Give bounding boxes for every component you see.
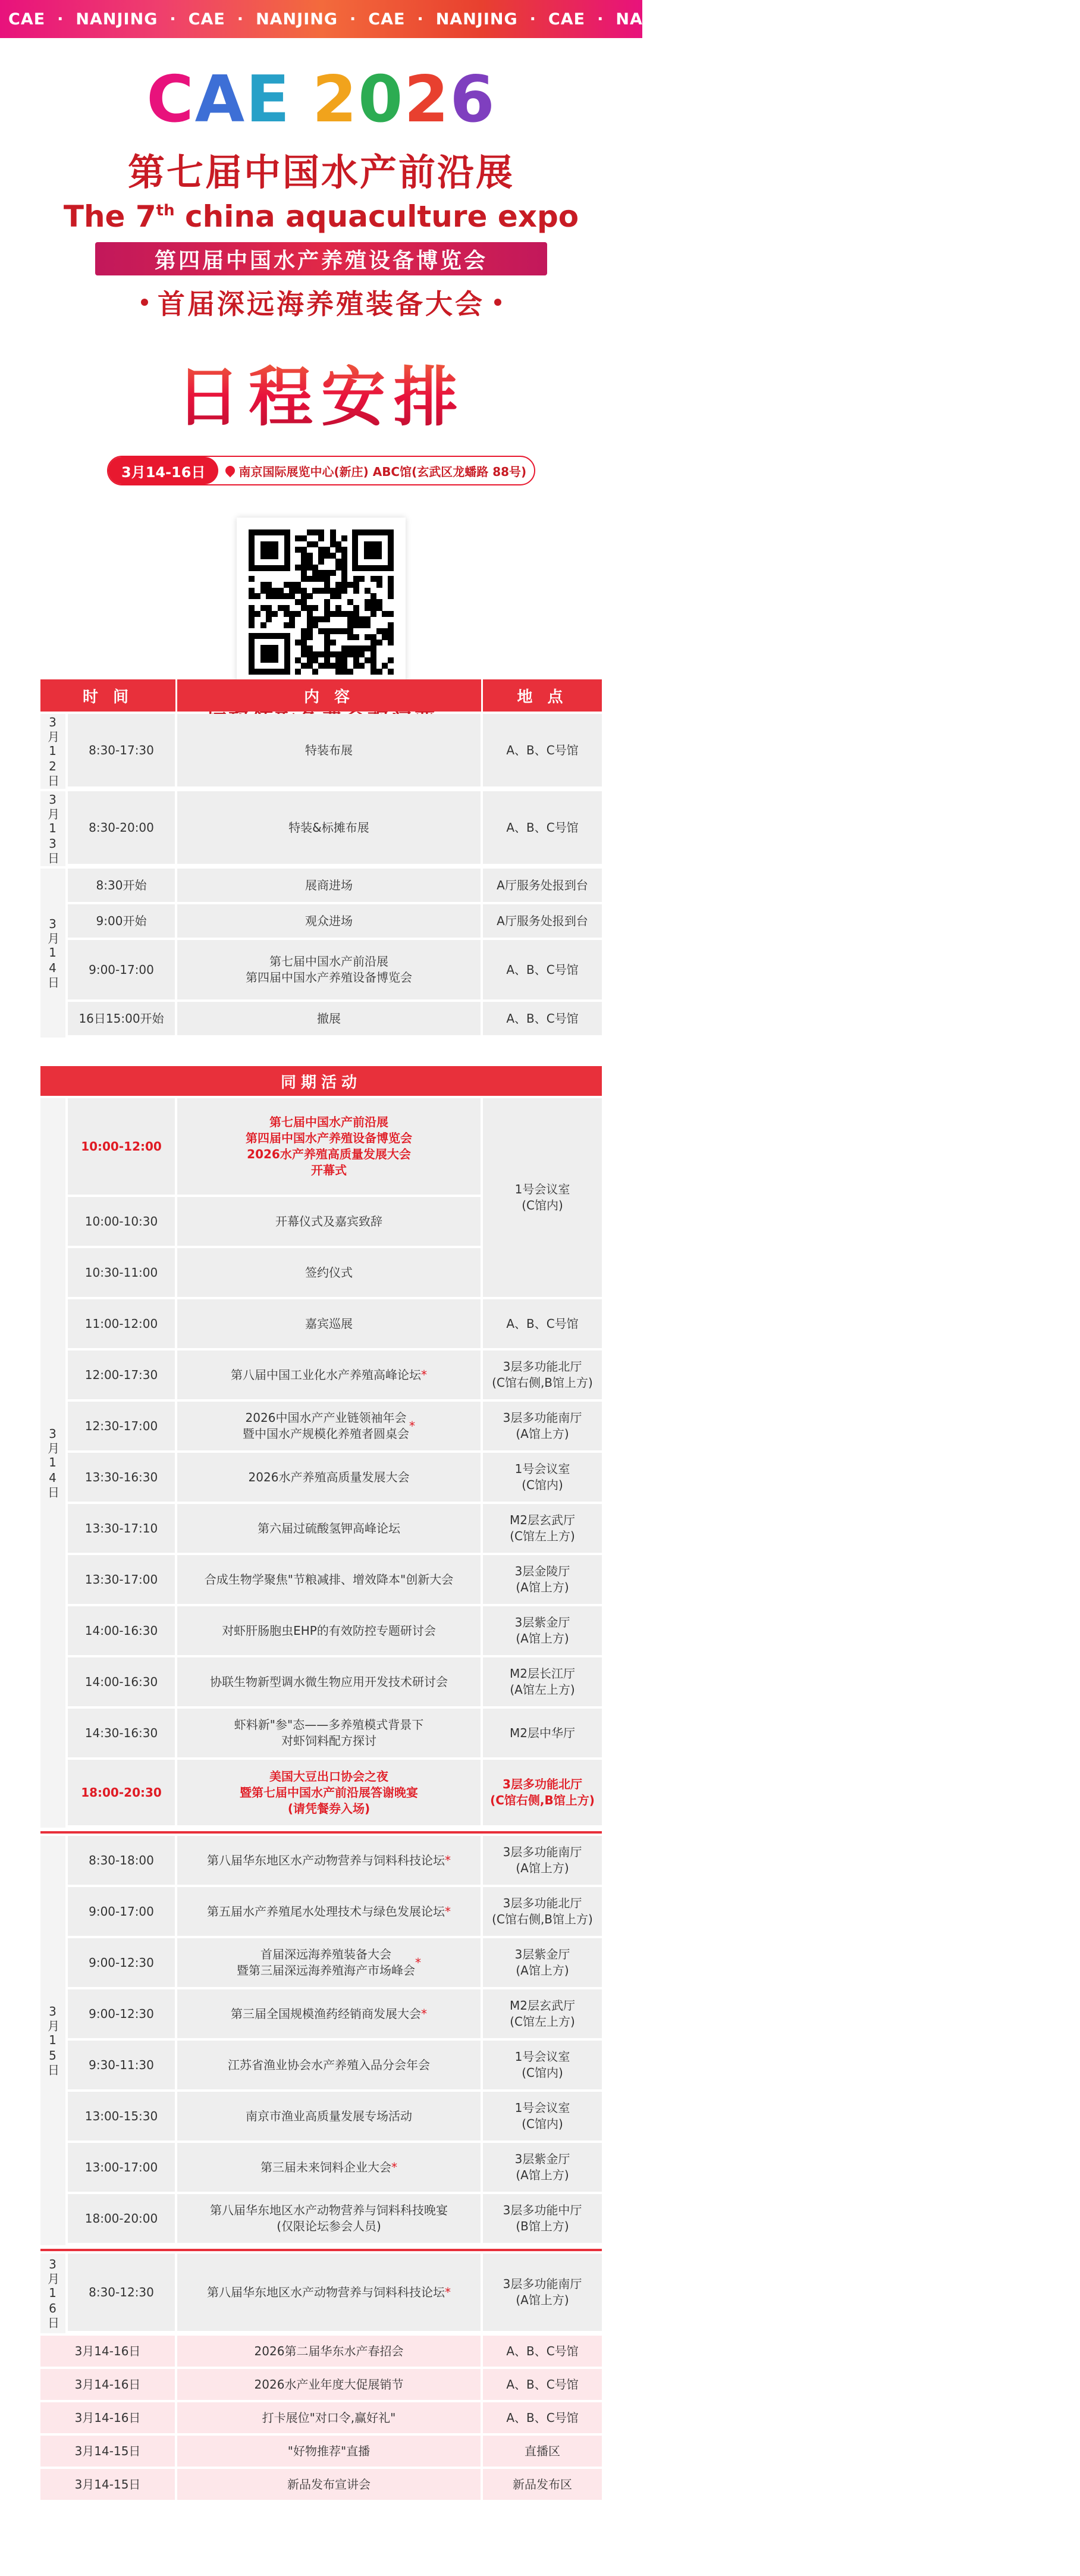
place-cell: A、B、C号馆 bbox=[483, 940, 602, 999]
time-cell: 8:30-20:00 bbox=[68, 791, 175, 864]
title-cn: 第七届中国水产前沿展 bbox=[127, 151, 514, 194]
content-cell: 首届深远海养殖装备大会 暨第三届深远海养殖海产市场峰会 * bbox=[177, 1938, 481, 1987]
time-cell: 8:30-18:00 bbox=[68, 1836, 175, 1885]
time-cell: 8:30-12:30 bbox=[68, 2254, 175, 2331]
ticker-separator: · bbox=[709, 10, 717, 29]
time-cell: 8:30-17:30 bbox=[68, 714, 175, 786]
day-label: 3月13日 bbox=[40, 791, 65, 866]
content-cell: 特装布展 bbox=[177, 714, 481, 786]
time-cell: 3月14-15日 bbox=[40, 2436, 175, 2467]
ticker-word: NANJING bbox=[435, 10, 518, 29]
place-cell: 直播区 bbox=[483, 2436, 602, 2467]
ticker-word: CAE bbox=[548, 10, 586, 29]
place-cell: 3层多功能北厅 (C馆右侧,B馆上方) bbox=[483, 1760, 602, 1825]
content-cell: 特装&标摊布展 bbox=[177, 791, 481, 864]
time-cell: 10:30-11:00 bbox=[68, 1248, 175, 1297]
ticker-separator: · bbox=[889, 10, 897, 29]
asterisk-mark: * bbox=[421, 2006, 427, 2021]
top-ticker bbox=[0, 0, 1076, 38]
content-cell: 新品发布宣讲会 bbox=[177, 2469, 481, 2500]
asterisk-mark: * bbox=[391, 2160, 397, 2174]
cae-logo bbox=[146, 62, 496, 137]
content-cell: 签约仪式 bbox=[177, 1248, 481, 1297]
day-group bbox=[40, 791, 602, 866]
place-cell: A、B、C号馆 bbox=[483, 791, 602, 864]
ticker-word: NANJING bbox=[795, 10, 878, 29]
day-label: 3月14日 bbox=[40, 1098, 65, 1828]
asterisk-mark: * bbox=[445, 2284, 451, 2299]
conference-title bbox=[0, 283, 642, 322]
place-cell: 3层多功能南厅 (A馆上方) bbox=[483, 1402, 602, 1450]
place-cell: 1号会议室 (C馆内) bbox=[483, 1098, 602, 1297]
ticker-word: CAE bbox=[188, 10, 225, 29]
asterisk-mark: * bbox=[445, 1853, 451, 1867]
time-cell: 9:00开始 bbox=[68, 904, 175, 938]
bottom-activities bbox=[40, 2336, 602, 2502]
time-cell: 3月14-16日 bbox=[40, 2402, 175, 2433]
place-cell: A、B、C号馆 bbox=[483, 1002, 602, 1035]
bullet-dot-icon bbox=[141, 299, 148, 306]
place-cell: M2层玄武厅 (C馆左上方) bbox=[483, 1504, 602, 1553]
place-cell: 3层多功能南厅 (A馆上方) bbox=[483, 1836, 602, 1885]
logo-letter: E bbox=[246, 62, 291, 137]
ticker-separator: · bbox=[1069, 10, 1076, 29]
time-cell: 9:00-12:30 bbox=[68, 1938, 175, 1987]
ticker-word: NANJING bbox=[76, 10, 158, 29]
conference-title-text: 首届深远海养殖装备大会 bbox=[158, 288, 485, 320]
logo-digit: 6 bbox=[450, 62, 496, 137]
content-cell: 第七届中国水产前沿展 第四届中国水产养殖设备博览会 2026水产养殖高质量发展大会 开幕式 bbox=[177, 1098, 481, 1195]
location-pin-icon bbox=[224, 464, 237, 478]
day-label: 3月14日 bbox=[40, 869, 65, 1038]
place-cell: A、B、C号馆 bbox=[483, 2402, 602, 2433]
time-cell: 13:00-17:00 bbox=[68, 2143, 175, 2192]
content-cell: 虾料新"参"态——多养殖模式背景下 对虾饲料配方探讨 bbox=[177, 1709, 481, 1757]
content-cell: 美国大豆出口协会之夜 暨第七届中国水产前沿展答谢晚宴 (请凭餐券入场) bbox=[177, 1760, 481, 1825]
content-cell: 第三届未来饲料企业大会 * bbox=[177, 2143, 481, 2192]
place-cell: 3层紫金厅 (A馆上方) bbox=[483, 1606, 602, 1655]
time-cell: 9:00-17:00 bbox=[68, 940, 175, 999]
asterisk-mark: * bbox=[421, 1367, 427, 1382]
time-cell: 14:00-16:30 bbox=[68, 1606, 175, 1655]
place-cell: 1号会议室 (C馆内) bbox=[483, 1453, 602, 1502]
bullet-dot-icon bbox=[494, 299, 501, 306]
events-table bbox=[40, 1066, 602, 2502]
time-cell: 18:00-20:00 bbox=[68, 2194, 175, 2243]
content-cell: 合成生物学聚焦"节粮减排、增效降本"创新大会 bbox=[177, 1555, 481, 1604]
place-cell: A、B、C号馆 bbox=[483, 2336, 602, 2367]
header-content: 内 容 bbox=[177, 679, 483, 712]
content-cell: 2026水产业年度大促展销节 bbox=[177, 2369, 481, 2400]
day-group bbox=[40, 869, 602, 1038]
day-label: 3月15日 bbox=[40, 1836, 65, 2245]
table-header bbox=[40, 679, 602, 712]
place-cell: 3层金陵厅 (A馆上方) bbox=[483, 1555, 602, 1604]
content-cell: 江苏省渔业协会水产养殖入品分会年会 bbox=[177, 2041, 481, 2089]
date-venue-bar bbox=[107, 456, 535, 485]
section-header: 同期活动 bbox=[40, 1066, 602, 1096]
ticker-separator: · bbox=[529, 10, 536, 29]
place-cell: A、B、C号馆 bbox=[483, 714, 602, 786]
place-cell: 3层多功能北厅 (C馆右侧,B馆上方) bbox=[483, 1887, 602, 1936]
ticker-separator: · bbox=[417, 10, 424, 29]
logo-letter: C bbox=[146, 62, 195, 137]
day-label: 3月16日 bbox=[40, 2254, 65, 2333]
content-cell: 第八届华东地区水产动物营养与饲料科技论坛 * bbox=[177, 1836, 481, 1885]
time-cell: 8:30开始 bbox=[68, 869, 175, 902]
place-cell: A、B、C号馆 bbox=[483, 2369, 602, 2400]
logo-digit: 2 bbox=[404, 62, 450, 137]
ticker-separator: · bbox=[57, 10, 64, 29]
content-cell: 第八届中国工业化水产养殖高峰论坛 * bbox=[177, 1350, 481, 1399]
content-cell: 打卡展位"对口令,赢好礼" bbox=[177, 2402, 481, 2433]
logo-letter: A bbox=[194, 62, 246, 137]
content-cell: 第五届水产养殖尾水处理技术与绿色发展论坛 * bbox=[177, 1887, 481, 1936]
content-cell: 撤展 bbox=[177, 1002, 481, 1035]
qr-code-image bbox=[249, 529, 394, 675]
ticker-track bbox=[0, 10, 1080, 29]
title-en-post: china aquaculture expo bbox=[174, 199, 579, 234]
content-cell: 观众进场 bbox=[177, 904, 481, 938]
content-cell: 2026第二届华东水产春招会 bbox=[177, 2336, 481, 2367]
time-cell: 14:30-16:30 bbox=[68, 1709, 175, 1757]
place-cell: M2层长江厅 (A馆左上方) bbox=[483, 1657, 602, 1706]
place-cell: 3层多功能南厅 (A馆上方) bbox=[483, 2254, 602, 2331]
event-venue bbox=[218, 462, 526, 480]
schedule-title: 日程安排 bbox=[0, 346, 642, 438]
ticker-word: NANJING bbox=[256, 10, 338, 29]
section-divider bbox=[40, 1831, 602, 1834]
logo-digit: 0 bbox=[358, 62, 404, 137]
content-cell: 第八届华东地区水产动物营养与饲料科技晚宴 (仅限论坛参会人员) bbox=[177, 2194, 481, 2243]
time-cell: 10:00-10:30 bbox=[68, 1197, 175, 1246]
place-cell: M2层中华厅 bbox=[483, 1709, 602, 1757]
content-cell: 协联生物新型调水微生物应用开发技术研讨会 bbox=[177, 1657, 481, 1706]
content-cell: 对虾肝肠胞虫EHP的有效防控专题研讨会 bbox=[177, 1606, 481, 1655]
content-cell: 第七届中国水产前沿展 第四届中国水产养殖设备博览会 bbox=[177, 940, 481, 999]
time-cell: 12:30-17:00 bbox=[68, 1402, 175, 1450]
place-cell: A厅服务处报到台 bbox=[483, 869, 602, 902]
day-group bbox=[40, 714, 602, 789]
time-cell: 10:00-12:00 bbox=[68, 1098, 175, 1195]
day-group bbox=[40, 1836, 602, 2245]
place-cell: 新品发布区 bbox=[483, 2469, 602, 2500]
logo-year bbox=[312, 62, 496, 137]
content-cell: 展商进场 bbox=[177, 869, 481, 902]
ticker-word: CAE bbox=[368, 10, 406, 29]
time-cell: 14:00-16:30 bbox=[68, 1657, 175, 1706]
expo-bar: 第四届中国水产养殖设备博览会 bbox=[95, 242, 547, 275]
place-cell: 3层紫金厅 (A馆上方) bbox=[483, 2143, 602, 2192]
time-cell: 3月14-15日 bbox=[40, 2469, 175, 2500]
place-cell: M2层玄武厅 (C馆左上方) bbox=[483, 1989, 602, 2038]
place-cell: 1号会议室 (C馆内) bbox=[483, 2041, 602, 2089]
content-cell: "好物推荐"直播 bbox=[177, 2436, 481, 2467]
ticker-separator: · bbox=[350, 10, 357, 29]
ticker-word: CAE bbox=[728, 10, 765, 29]
ticker-separator: · bbox=[597, 10, 604, 29]
place-cell: A厅服务处报到台 bbox=[483, 904, 602, 938]
header-time: 时 间 bbox=[40, 679, 177, 712]
time-cell: 16日15:00开始 bbox=[68, 1002, 175, 1035]
place-cell: 3层紫金厅 (A馆上方) bbox=[483, 1938, 602, 1987]
content-cell: 2026中国水产产业链领袖年会 暨中国水产规模化养殖者圆桌会 * bbox=[177, 1402, 481, 1450]
time-cell: 9:30-11:30 bbox=[68, 2041, 175, 2089]
day-group bbox=[40, 2254, 602, 2333]
ticker-separator: · bbox=[777, 10, 784, 29]
content-cell: 第三届全国规模渔药经销商发展大会 * bbox=[177, 1989, 481, 2038]
header-place: 地 点 bbox=[483, 679, 602, 712]
qr-code[interactable] bbox=[237, 518, 406, 687]
asterisk-mark: * bbox=[415, 1955, 421, 1970]
content-cell: 开幕仪式及嘉宾致辞 bbox=[177, 1197, 481, 1246]
content-cell: 南京市渔业高质量发展专场活动 bbox=[177, 2092, 481, 2141]
logo-word bbox=[146, 62, 291, 137]
logo-digit: 2 bbox=[312, 62, 359, 137]
section-divider bbox=[40, 2249, 602, 2251]
ticker-word: NANJING bbox=[975, 10, 1058, 29]
place-cell: 3层多功能北厅 (C馆右侧,B馆上方) bbox=[483, 1350, 602, 1399]
content-cell: 嘉宾巡展 bbox=[177, 1299, 481, 1348]
time-cell: 9:00-17:00 bbox=[68, 1887, 175, 1936]
time-cell: 3月14-16日 bbox=[40, 2369, 175, 2400]
title-en-pre: The 7 bbox=[63, 199, 156, 234]
ticker-separator: · bbox=[957, 10, 964, 29]
time-cell: 18:00-20:30 bbox=[68, 1760, 175, 1825]
event-date: 3月14-16日 bbox=[108, 457, 218, 484]
ticker-word: CAE bbox=[8, 10, 46, 29]
title-en bbox=[0, 199, 642, 234]
time-cell: 13:30-16:30 bbox=[68, 1453, 175, 1502]
place-cell: A、B、C号馆 bbox=[483, 1299, 602, 1348]
ticker-word: NANJING bbox=[616, 10, 698, 29]
place-cell: 1号会议室 (C馆内) bbox=[483, 2092, 602, 2141]
asterisk-mark: * bbox=[445, 1904, 451, 1919]
place-cell: 3层多功能中厅 (B馆上方) bbox=[483, 2194, 602, 2243]
content-cell: 2026水产养殖高质量发展大会 bbox=[177, 1453, 481, 1502]
time-cell: 13:30-17:10 bbox=[68, 1504, 175, 1553]
title-en-sup: th bbox=[156, 202, 175, 220]
content-cell: 第八届华东地区水产动物营养与饲料科技论坛 * bbox=[177, 2254, 481, 2331]
content-cell: 第六届过硫酸氢钾高峰论坛 bbox=[177, 1504, 481, 1553]
ticker-separator: · bbox=[169, 10, 177, 29]
ticker-separator: · bbox=[237, 10, 244, 29]
time-cell: 13:00-15:30 bbox=[68, 2092, 175, 2141]
header bbox=[0, 38, 642, 735]
time-cell: 12:00-17:30 bbox=[68, 1350, 175, 1399]
time-cell: 11:00-12:00 bbox=[68, 1299, 175, 1348]
day-group bbox=[40, 1098, 602, 1828]
asterisk-mark: * bbox=[409, 1418, 415, 1433]
ticker-word: CAE bbox=[908, 10, 946, 29]
time-cell: 9:00-12:30 bbox=[68, 1989, 175, 2038]
day-label: 3月12日 bbox=[40, 714, 65, 789]
time-cell: 13:30-17:00 bbox=[68, 1555, 175, 1604]
event-venue-text: 南京国际展览中心(新庄) ABC馆(玄武区龙蟠路 88号) bbox=[238, 464, 527, 479]
schedule-table bbox=[40, 679, 602, 1038]
time-cell: 3月14-16日 bbox=[40, 2336, 175, 2367]
